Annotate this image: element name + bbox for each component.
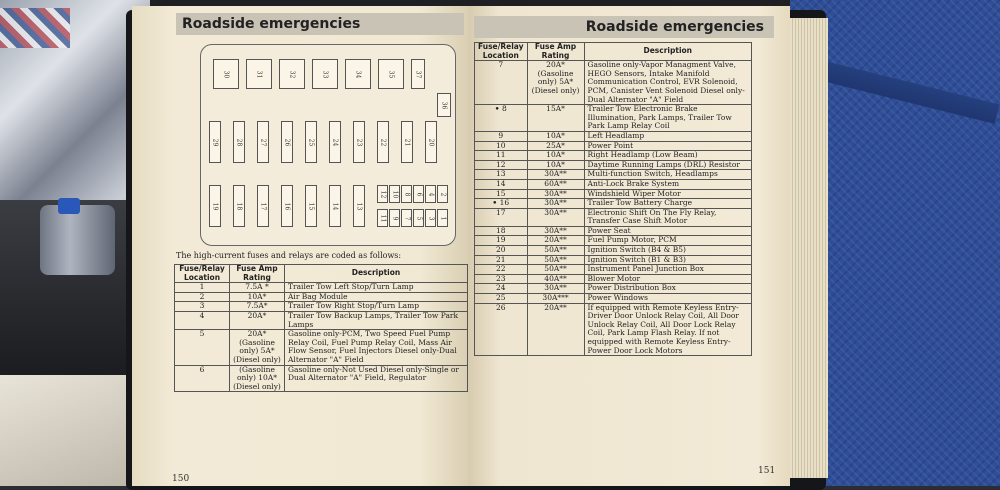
fuse-slot [437, 185, 448, 203]
fuse-box-diagram [200, 44, 456, 246]
description-cell: Left Headlamp [584, 131, 751, 141]
fuse-slot [209, 121, 221, 163]
description-cell: Multi-function Switch, Headlamps [584, 170, 751, 180]
amp-cell: 40A** [527, 274, 584, 284]
page-number-right: 151 [758, 466, 776, 476]
fuse-slot [425, 185, 436, 203]
table-row [475, 179, 752, 189]
table-row [475, 131, 752, 141]
table-row [475, 294, 752, 304]
fuse-slot-label: 9 [390, 216, 398, 220]
fuse-slot-label: 6 [414, 192, 422, 196]
page-edges [790, 18, 828, 478]
fuse-slot-label: 35 [387, 70, 395, 78]
amp-cell: 10A* [527, 151, 584, 161]
description-cell: Trailer Tow Left Stop/Turn Lamp [285, 283, 468, 293]
fuse-slot-label: 3 [426, 216, 434, 220]
fuse-slot [425, 121, 437, 163]
fuse-slot [377, 121, 389, 163]
amp-cell: 30A** [527, 170, 584, 180]
location-number: 26 [495, 302, 506, 312]
fuse-slot [401, 121, 413, 163]
description-cell: Trailer Tow Battery Charge [584, 199, 751, 209]
description-cell: Power Windows [584, 294, 751, 304]
location-number: 13 [495, 169, 506, 179]
fuse-slot-label: 16 [283, 202, 291, 210]
description-cell: Trailer Tow Backup Lamps, Trailer Tow Park Lamps [285, 311, 468, 329]
fuse-slot-label: 32 [288, 70, 296, 78]
col-amp: Fuse Amp Rating [527, 43, 584, 61]
fuse-slot [411, 59, 425, 89]
description-cell: Trailer Tow Right Stop/Turn Lamp [285, 302, 468, 312]
bottle-cap [58, 198, 80, 214]
amp-cell: 20A* [230, 311, 285, 329]
fuse-slot-label: 28 [235, 138, 243, 146]
table-header-row [475, 43, 752, 61]
col-description: Description [285, 265, 468, 283]
table-row [475, 208, 752, 226]
location-number: 17 [495, 207, 506, 217]
table-row [475, 246, 752, 256]
fuse-slot [401, 185, 412, 203]
location-number: 2 [199, 291, 205, 301]
location-cell [175, 311, 230, 329]
right-fuse-table [474, 42, 752, 356]
amp-cell: 50A** [527, 255, 584, 265]
table-row [175, 365, 468, 392]
left-page [132, 6, 470, 486]
fuse-slot [233, 185, 245, 227]
amp-cell: 7.5A * [230, 283, 285, 293]
amp-cell: 7.5A* [230, 302, 285, 312]
fuse-slot [389, 185, 400, 203]
fuse-slot [281, 185, 293, 227]
location-cell [475, 208, 528, 226]
fuse-slot [345, 59, 371, 89]
fuse-slot-label: 36 [440, 101, 448, 109]
bottle [40, 205, 115, 275]
description-cell: Ignition Switch (B1 & B3) [584, 255, 751, 265]
fuse-slot [413, 209, 424, 227]
description-cell: Electronic Shift On The Fly Relay, Transfer Case Shift Motor [584, 208, 751, 226]
location-number: 25 [495, 293, 506, 303]
description-cell: Power Point [584, 141, 751, 151]
location-cell [175, 330, 230, 365]
fuse-slot-label: 4 [426, 192, 434, 196]
amp-cell: 25A* [527, 141, 584, 151]
description-cell: Air Bag Module [285, 292, 468, 302]
description-cell: Gasoline only-Vapor Managment Valve, HEGO Sensors, Intake Manifold Communication Control, EVR Solenoid, PCM, Canister Vent Solenoid Diesel only-Dual Alternator "A" Field [584, 61, 751, 105]
amp-cell: 20A* (Gasoline only) 5A* (Diesel only) [527, 61, 584, 105]
fuse-slot [377, 209, 388, 227]
location-number: 8 [501, 104, 507, 114]
fuse-slot [353, 185, 365, 227]
amp-cell: 50A** [527, 246, 584, 256]
description-cell: Daytime Running Lamps (DRL) Resistor [584, 160, 751, 170]
amp-cell: 30A** [527, 284, 584, 294]
table-row [475, 151, 752, 161]
fuse-slot [378, 59, 404, 89]
location-number: 21 [495, 254, 506, 264]
description-cell: Blower Motor [584, 274, 751, 284]
location-number: 7 [498, 60, 504, 70]
fuse-slot-label: 31 [255, 70, 263, 78]
table-row [475, 265, 752, 275]
fuse-slot-label: 37 [414, 70, 422, 78]
fuse-slot [437, 93, 451, 117]
location-cell [175, 365, 230, 392]
location-number: 14 [495, 178, 506, 188]
fuse-slot-label: 20 [427, 138, 435, 146]
location-number: 4 [199, 310, 205, 320]
paper-corner [0, 375, 140, 486]
description-cell: Gasoline only-PCM, Two Speed Fuel Pump Relay Coil, Fuel Pump Relay Coil, Mass Air Flow Sensor, Fuel Injectors Diesel only-Dual Alternator "A" Field [285, 330, 468, 365]
fuse-slot [389, 209, 400, 227]
amp-cell: 30A*** [527, 294, 584, 304]
table-row [175, 311, 468, 329]
location-number: 22 [495, 264, 506, 274]
bag-print [0, 8, 70, 48]
description-cell: Power Distribution Box [584, 284, 751, 294]
amp-cell: 15A* [527, 105, 584, 132]
fuse-slot-label: 2 [438, 192, 446, 196]
location-number: 11 [495, 150, 506, 160]
location-number: 5 [199, 329, 205, 339]
amp-cell: 20A* (Gasoline only) 5A* (Diesel only) [230, 330, 285, 365]
location-number: 24 [495, 283, 506, 293]
fuse-slot [437, 209, 448, 227]
intro-text: The high-current fuses and relays are coded as follows: [176, 251, 402, 260]
location-cell [475, 303, 528, 356]
location-number: 1 [199, 282, 205, 292]
fuse-slot [312, 59, 338, 89]
description-cell: Right Headlamp (Low Beam) [584, 151, 751, 161]
description-cell: Ignition Switch (B4 & B5) [584, 246, 751, 256]
description-cell: Trailer Tow Electronic Brake Illumination, Park Lamps, Trailer Tow Park Lamp Relay Coil [584, 105, 751, 132]
description-cell: Fuel Pump Motor, PCM [584, 236, 751, 246]
description-cell: Anti-Lock Brake System [584, 179, 751, 189]
fuse-slot-label: 27 [259, 138, 267, 146]
table-row [475, 199, 752, 209]
table-row [475, 170, 752, 180]
fuse-slot-label: 8 [402, 192, 410, 196]
location-number: 16 [499, 198, 510, 208]
fuse-slot [353, 121, 365, 163]
amp-cell: 30A** [527, 199, 584, 209]
table-row [475, 303, 752, 356]
table-row [175, 283, 468, 293]
description-cell: If equipped with Remote Keyless Entry-Driver Door Unlock Relay Coil, All Door Unlock Relay Coil, All Door Lock Relay Coil, Park Lamp Flash Relay. If not equipped with Remote Keyless Entry-Power Door Lock Motors [584, 303, 751, 356]
fuse-slot-label: 22 [379, 138, 387, 146]
amp-cell: 30A** [527, 208, 584, 226]
fuse-slot [246, 59, 272, 89]
fuse-slot-label: 19 [211, 202, 219, 210]
amp-cell: 10A* [527, 131, 584, 141]
fuse-slot-label: 29 [211, 138, 219, 146]
fuse-slot-label: 14 [331, 202, 339, 210]
right-page [468, 6, 790, 486]
fuse-slot-label: 25 [307, 138, 315, 146]
location-number: 20 [495, 245, 506, 255]
fuse-slot-label: 13 [355, 202, 363, 210]
amp-cell: 30A** [527, 189, 584, 199]
amp-cell: (Gasoline only) 10A*(Diesel only) [230, 365, 285, 392]
location-number: 12 [495, 159, 506, 169]
bullet-mark: • [494, 104, 500, 114]
left-fuse-table [174, 264, 468, 392]
fuse-slot [257, 121, 269, 163]
location-number: 18 [495, 225, 506, 235]
col-location: Fuse/Relay Location [175, 265, 230, 283]
amp-cell: 10A* [527, 160, 584, 170]
location-number: 6 [199, 364, 205, 374]
fuse-slot-label: 5 [414, 216, 422, 220]
fuse-slot [233, 121, 245, 163]
location-number: 9 [498, 130, 504, 140]
location-cell [475, 105, 528, 132]
fuse-slot-label: 23 [355, 138, 363, 146]
fuse-slot-label: 10 [390, 190, 398, 198]
fuse-slot-label: 26 [283, 138, 291, 146]
fuse-slot [329, 121, 341, 163]
page-number-left: 150 [172, 474, 190, 484]
fuse-slot-label: 30 [222, 70, 230, 78]
amp-cell: 20A** [527, 236, 584, 246]
fuse-slot-label: 21 [403, 138, 411, 146]
fuse-slot [413, 185, 424, 203]
fuse-slot-label: 11 [378, 214, 386, 222]
fuse-slot-label: 18 [235, 202, 243, 210]
fuse-slot [213, 59, 239, 89]
fuse-slot [209, 185, 221, 227]
location-number: 10 [495, 140, 506, 150]
fuse-slot [377, 185, 388, 203]
fuse-slot-label: 24 [331, 138, 339, 146]
fuse-slot-label: 33 [321, 70, 329, 78]
col-amp: Fuse Amp Rating [230, 265, 285, 283]
col-description: Description [584, 43, 751, 61]
bullet-mark: • [492, 198, 498, 208]
amp-cell: 20A** [527, 303, 584, 356]
amp-cell: 10A* [230, 292, 285, 302]
fuse-slot-label: 34 [354, 70, 362, 78]
fuse-slot-label: 17 [259, 202, 267, 210]
description-cell: Gasoline only-Not Used Diesel only-Single or Dual Alternator "A" Field, Regulator [285, 365, 468, 392]
description-cell: Instrument Panel Junction Box [584, 265, 751, 275]
table-header-row [175, 265, 468, 283]
fuse-slot-label: 7 [402, 216, 410, 220]
fuse-slot [425, 209, 436, 227]
fuse-slot [401, 209, 412, 227]
left-page-header: Roadside emergencies [176, 13, 464, 35]
fuse-slot [329, 185, 341, 227]
col-location: Fuse/Relay Location [475, 43, 528, 61]
location-number: 3 [199, 301, 205, 311]
amp-cell: 60A** [527, 179, 584, 189]
fuse-slot-label: 12 [378, 190, 386, 198]
fuse-slot [305, 121, 317, 163]
table-row [475, 105, 752, 132]
location-number: 23 [495, 273, 506, 283]
location-number: 15 [495, 188, 506, 198]
fuse-slot [279, 59, 305, 89]
location-cell [475, 61, 528, 105]
amp-cell: 50A** [527, 265, 584, 275]
location-number: 19 [495, 235, 506, 245]
fuse-slot-label: 1 [438, 216, 446, 220]
right-page-header: Roadside emergencies [474, 16, 774, 38]
table-row [175, 330, 468, 365]
amp-cell: 30A** [527, 226, 584, 236]
fuse-slot [281, 121, 293, 163]
fuse-slot-label: 15 [307, 202, 315, 210]
fuse-slot [257, 185, 269, 227]
description-cell: Power Seat [584, 226, 751, 236]
table-row [475, 61, 752, 105]
description-cell: Windshield Wiper Motor [584, 189, 751, 199]
fuse-slot [305, 185, 317, 227]
